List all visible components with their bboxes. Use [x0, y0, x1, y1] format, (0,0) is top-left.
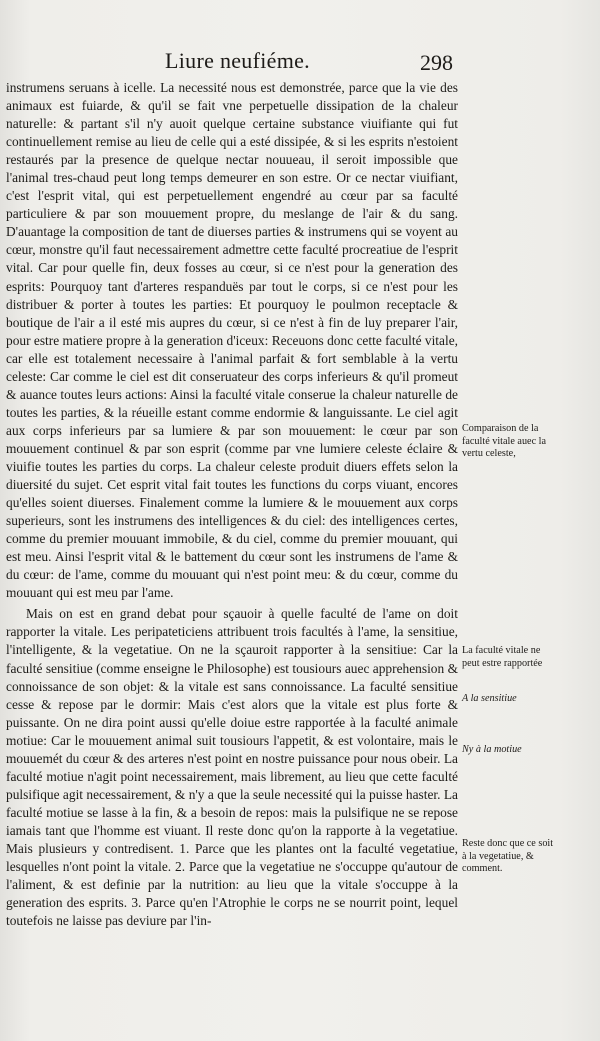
margin-note-vegetatiue: Reste donc que ce soit à la vegetatiue, & comment. [462, 838, 554, 874]
page-number: 298 [420, 50, 453, 75]
margin-note-comparaison: Comparaison de la faculté vitale auec la vertu celeste, [462, 423, 546, 459]
main-text-column [6, 79, 458, 930]
page-header [0, 44, 600, 78]
paragraph-2: Mais on est en grand debat pour sçauoir à quelle faculté de l'ame on doit rapporter la vitale. Les peripateticiens attribuent trois facultés à l'ame, la sensitiue, l'intelligente, & la vegetatiue. On ne la sçauroit rapporter à la sensitiue: Car la faculté sensitiue (comme enseigne le Philosophe) est tousiours auec apprehension & connoissance de son objet: & la vitale est sans connoissance. La faculté sensitiue cesse & repose par le dormir: Mais c'est alors que la vitale est plus forte & puissante. On ne dira point aussi qu'elle doiue estre rapportée à la faculté animale motiue: Car le mouuement animal suit tousiours l'appetit, & est volontaire, mais le mouuemét du cœur & des arteres n'est point en nostre puissance pour nous obeir. La faculté motiue n'agit point necessairement, mais librement, au lieu que cette faculté pulsifique agit necessairement, & n'y a que la seule necessité qui la puisse haster. La faculté motiue se lasse à la fin, & a besoin de repos: mais la pulsifique ne se repose iamais tant que l'homme est viuant. Il reste donc qu'on la rapporte à la vegetatiue. Mais plusieurs y contredisent. 1. Parce que les plantes ont la faculté vegetatiue, lesquelles n'ont point la vitale. 2. Parce que la vegetatiue ne s'occuppe qu'autour de l'aliment, & est definie par la nutrition: au lieu que la vitale s'occuppe à la generation des esprits. 3. Parce qu'en l'Atrophie le corps ne se nourrit point, lequel toutefois ne laisse pas deviure par l'in- [6, 606, 458, 929]
margin-note-sensitiue: A la sensitiue [462, 693, 517, 704]
margin-note-motiue: Ny à la motiue [462, 744, 522, 755]
margin-note-faculte-vitale: La faculté vitale ne peut estre rapportée [462, 645, 543, 669]
running-title: Liure neufiéme. [165, 48, 310, 73]
paragraph-1: instrumens seruans à icelle. La necessité nous est demonstrée, parce que la vie des animaux est fuiarde, & qu'il se fait vne perpetuelle dissipation de la chaleur naturelle: & partant s'il n'y auoit quelque certaine substance viuifiante qui fut continuellement remise au lieu de celle qui a esté dissipée, & si les esprits n'estoient restaurés par la presence de quelque nectar nouueau, il seroit impossible que l'animal tres-chaud peut long temps demeurer en son estre. Or ce nectar viuifiant, c'est l'esprit vital, qui est perpetuellement engendré au cœur par sa faculté particuliere & par son mouuement propre, du meslange de l'air & du sang. D'auantage la composition de tant de diuerses parties & instrumens qui se voyent au cœur, monstre qu'il faut necessairement admettre cette faculté procreatiue de l'esprit vital. Car pour quelle fin, deux fosses au cœur, si ce n'est pour la generation des esprits: Pourquoy tant d'arteres respanduës par tout le corps, si ce n'est pour les distribuer & porter à toutes les parties: Et pourquoy le poulmon receptacle & boutique de l'air a il esté mis aupres du cœur, si ce n'est à fin de luy preparer l'air, pour estre matiere propre à la generation d'iceux: Receuons donc cette faculté vitale, car elle est totalement necessaire à l'animal parfait & fort semblable à la vertu celeste: Car comme le ciel est dit conseruateur des corps inferieurs & qu'il promeut & auance toutes leurs actions: Ainsi la faculté vitale conserue la chaleur naturelle de toutes les parties, & la réueille estant comme endormie & languissante. Le ciel agit aux corps inferieurs par sa lumiere & par son mouuement: le cœur par son mouuement continuel & par son esprit (comme par vne lumiere celeste éclaire & viuifie toutes les parties du corps. La chaleur celeste produit diuers effets selon la diuersité du sujet. Cet esprit vital fait toutes les functions du corps viuant, encores qu'elles soient diuerses. Finalement comme la lumiere & le mouuement aux corps superieurs, sont les instrumens des intelligences & du ciel: des intelligences certes, comme du premier mouuant immobile, & du ciel, comme du premier mouuant, qui est meu. Ainsi l'esprit vital & le battement du cœur sont les instrumens de l'ame & du cœur: de l'ame, comme du mouuant qui n'est point meu: & du cœur, comme du mouuant qui est meu par l'ame. [6, 80, 458, 601]
